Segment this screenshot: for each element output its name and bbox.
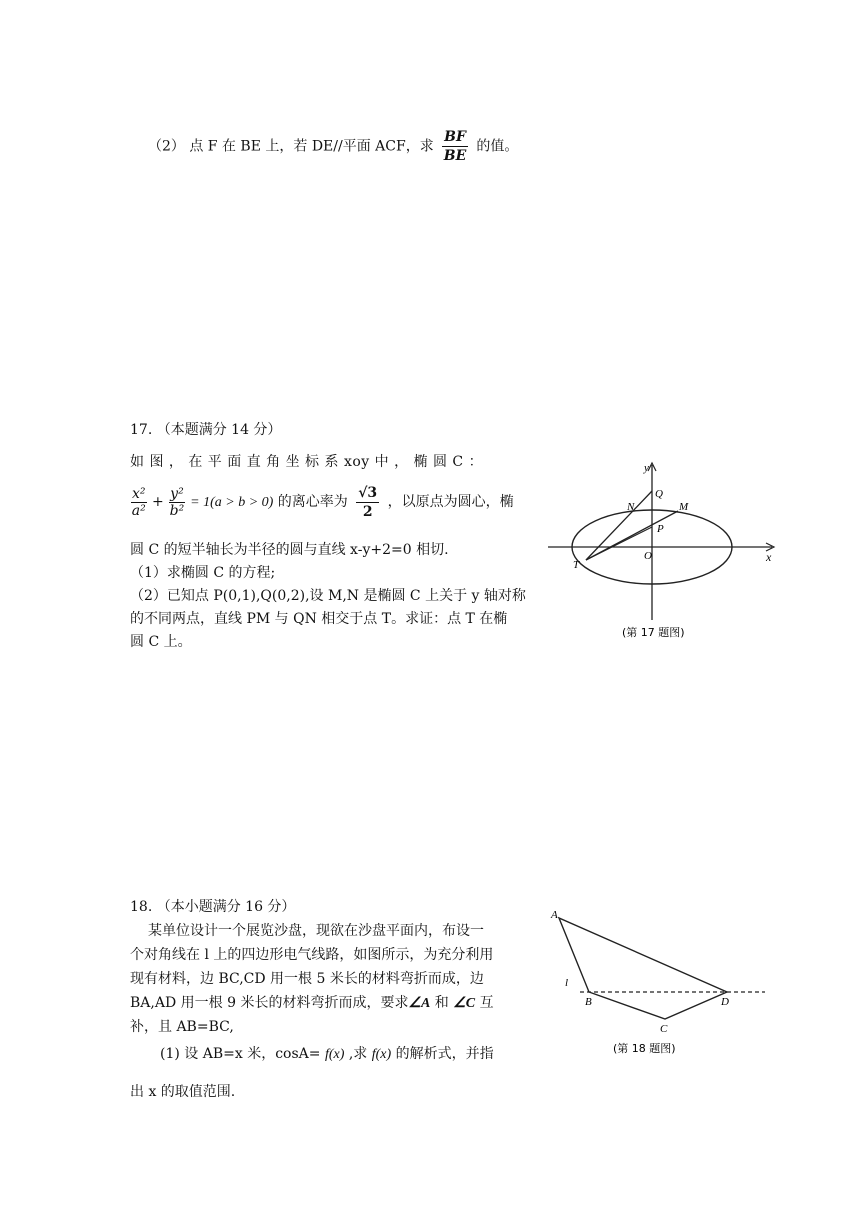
q18-line6-a: (1) 设 AB=x 米，cosA= [160,1046,325,1062]
line-tp [586,527,652,560]
label-x: x [766,550,772,564]
label-q: Q [655,488,663,500]
q17-line4: （1）求椭圆 C 的方程; [130,565,276,581]
q18-line6 [160,1044,494,1065]
line-qn [586,491,652,560]
ecc-text: 的离心率为 [277,494,348,510]
eq-b2: b² [169,502,185,519]
q17-line3: 圆 C 的短半轴长为半径的圆与直线 x-y+2=0 相切. [130,542,449,558]
label-y: y [644,462,649,474]
q17-header: 17. （本题满分 14 分） [130,422,282,438]
label-n: N [627,501,635,513]
fraction-bf-be [442,128,468,165]
ecc-fraction [356,484,379,521]
frac-numerator: BF [444,129,466,145]
q17-equation-line [130,482,514,523]
q18-line2: 个对角线在 l 上的四边形电气线路，如图所示，为充分利用 [130,947,494,963]
label-o: O [644,550,652,562]
fx-2: f(x) [371,1047,392,1062]
q18-line3: 现有材料，边 BC,CD 用一根 5 米长的材料弯折而成，边 [130,971,484,987]
eq-x2: x² [132,485,146,502]
label-a: A [551,909,558,921]
angle-a: ∠A [408,996,431,1011]
q18-line6-c: 的解析式，并指 [391,1046,494,1062]
ecc-den: 2 [362,503,373,520]
label-m: M [679,501,689,513]
part2-prefix: （2） 点 F 在 BE 上，若 DE//平面 ACF，求 [148,138,434,155]
part2-suffix: 的值。 [476,138,519,155]
eq-a2: a² [131,502,146,519]
frac-denominator: BE [443,148,467,164]
eq-y-over-b [169,486,185,519]
q18-line4-c: 互 [475,995,494,1011]
eq-rest: = 1(a > b > 0) [190,495,274,510]
q18-line7: 出 x 的取值范围. [130,1084,236,1100]
q17-line6: 的不同两点，直线 PM 与 QN 相交于点 T。求证：点 T 在椭 [130,611,508,627]
q17-line7: 圆 C 上。 [130,634,192,650]
q18-line1: 某单位设计一个展览沙盘，现欲在沙盘平面内，布设一 [148,923,484,939]
label-d: D [721,996,729,1008]
eq-y2: y² [170,485,184,502]
label-p: P [657,523,664,535]
fx-1: f(x) [324,1047,345,1062]
q18-header: 18. （本小题满分 16 分） [130,899,296,915]
label-b: B [585,996,592,1008]
q18-line4-b: 和 [430,995,454,1011]
angle-c: ∠C [453,996,476,1011]
eq-plus: + [151,494,164,510]
q18-line4-a: BA,AD 用一根 9 米长的材料弯折而成，要求 [130,995,409,1011]
q18-line4 [130,993,494,1014]
label-t: T [573,559,580,571]
label-l: l [565,977,569,989]
figure-18-caption: (第 18 题图) [613,1042,676,1055]
q17-line1: 如 图 ， 在 平 面 直 角 坐 标 系 xoy 中 ， 椭 圆 C ： [130,454,484,470]
ecc-num: √3 [358,484,378,501]
figure-18-quadrilateral-diagram [545,902,770,1062]
q17-line2-tail: ，以原点为圆心，椭 [387,494,514,510]
part2-line [148,128,518,165]
figure-17-caption: (第 17 题图) [622,626,685,639]
figure-17-ellipse-diagram [540,455,790,665]
label-c: C [660,1023,668,1035]
q17-line5: （2）已知点 P(0,1),Q(0,2),设 M,N 是椭圆 C 上关于 y 轴对称 [130,588,526,604]
q18-line6-b: ,求 [344,1046,372,1062]
q18-line5: 补，且 AB=BC, [130,1019,234,1035]
eq-x-over-a [131,486,147,519]
